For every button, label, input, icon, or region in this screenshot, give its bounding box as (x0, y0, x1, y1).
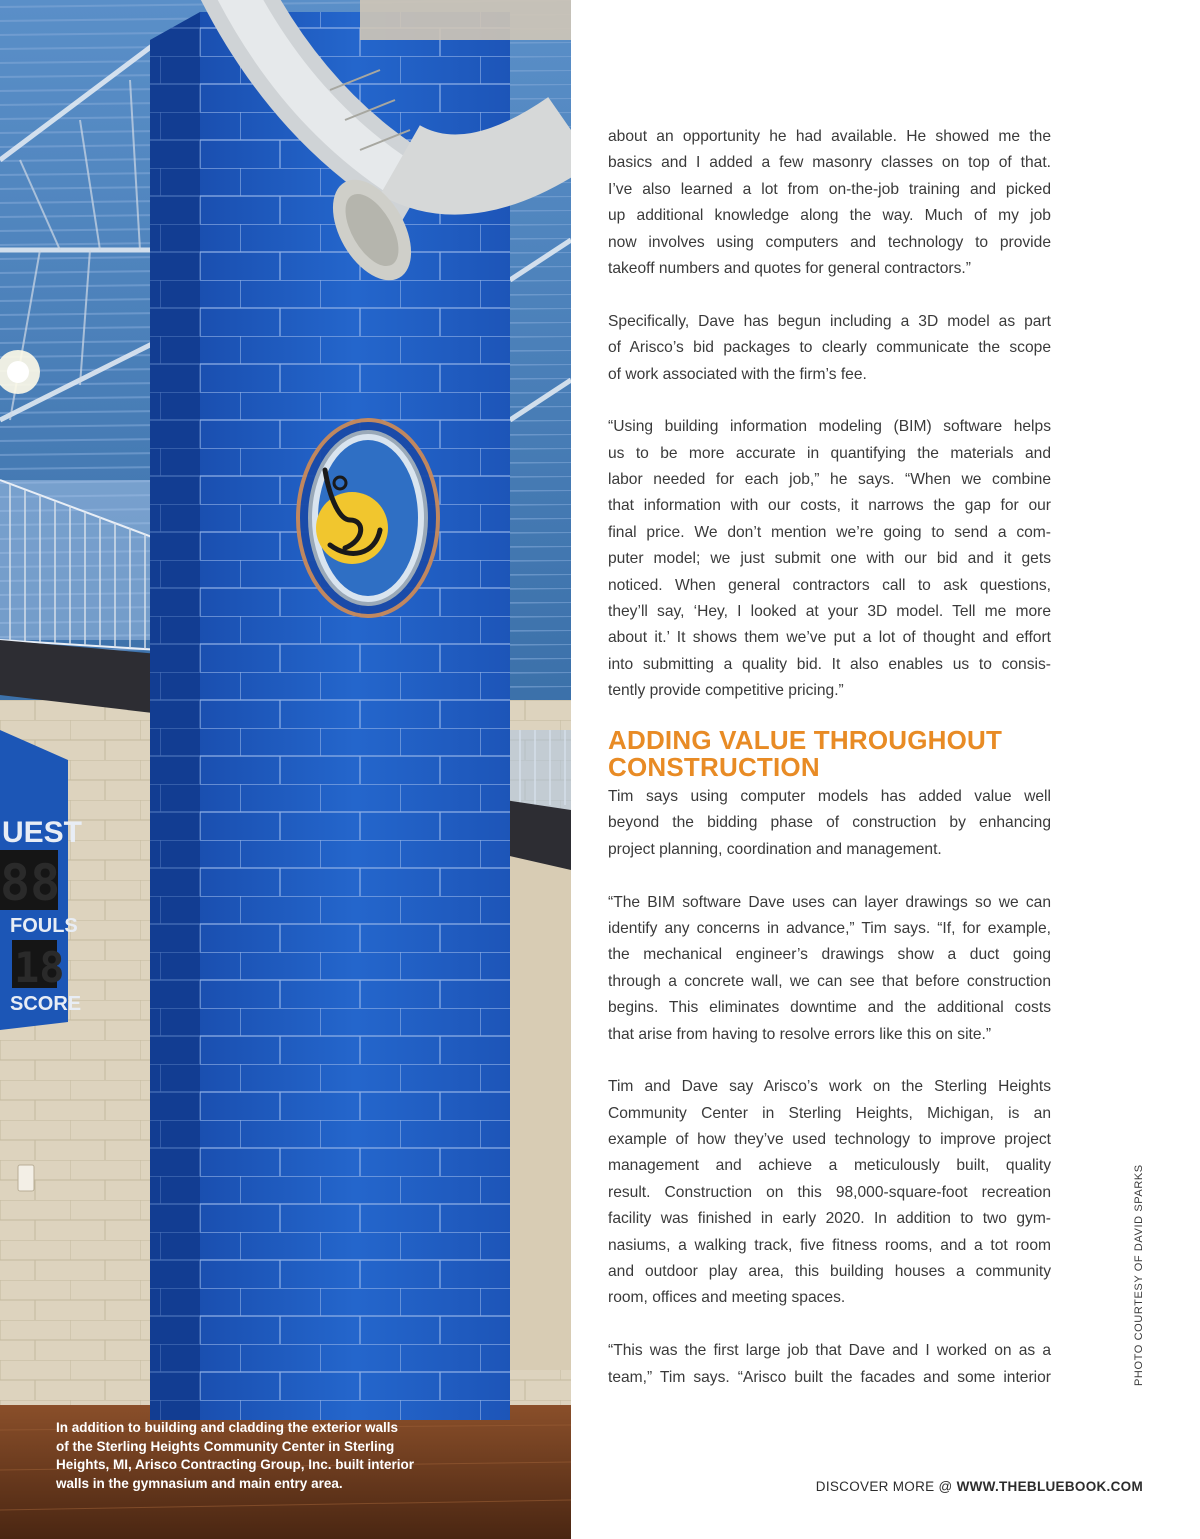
text-line: Tim and Dave say Arisco’s work on the Sterling Heights (608, 1078, 1051, 1096)
article-paragraph-5 (608, 890, 1051, 1048)
heading-line: CONSTRUCTION (608, 751, 820, 782)
text-line: the mechanical engineer’s drawings show a duct going (608, 946, 1051, 964)
text-line: I’ve also learned a lot from on-the-job training and picked (608, 180, 1051, 198)
text-line: labor needed for each job,” he says. “When we combine (608, 471, 1051, 489)
text-line: Tim says using computer models has added value well (608, 787, 1051, 805)
text-line: of Arisco’s bid packages to clearly communicate the scope (608, 339, 1051, 357)
caption-line: Heights, MI, Arisco Contracting Group, Inc. built interior (56, 1457, 415, 1472)
text-line: management and achieve a meticulously built, quality (608, 1157, 1051, 1175)
scoreboard-label-fouls: FOULS (10, 915, 78, 937)
text-line: they’ll say, ‘Hey, I looked at your 3D model. Tell me more (608, 603, 1051, 621)
text-line: about an opportunity he had available. He showed me the (608, 128, 1051, 145)
footer-discover-more (816, 1479, 1143, 1494)
text-line: beyond the bidding phase of construction by enhancing (608, 814, 1051, 832)
scoreboard-label-score: SCORE (10, 993, 82, 1015)
text-line: nasiums, a walking track, five fitness rooms, and a tot room (608, 1236, 1051, 1254)
text-line: that arise from having to resolve errors like this on site.” (608, 1025, 992, 1043)
scoreboard-label-guest: UEST (2, 816, 83, 849)
text-line: “Using building information modeling (BIM) software helps (608, 418, 1051, 436)
section-heading (608, 724, 1051, 782)
text-line: basics and I added a few masonry classes on top of that. (608, 154, 1051, 172)
text-line: of work associated with the firm’s fee. (608, 365, 867, 383)
text-line: room, offices and meeting spaces. (608, 1289, 846, 1307)
text-line: result. Construction on this 98,000-square-foot recreation (608, 1183, 1051, 1201)
scoreboard-fouls-count: 18 (14, 943, 65, 992)
text-line: puter model; we just submit one with our bid and it gets (608, 550, 1051, 568)
caption-line: walls in the gymnasium and main entry area. (56, 1475, 343, 1491)
text-line: about it.’ It shows them we’ve put a lot of thought and effort (608, 629, 1051, 647)
gymnasium-photo-illustration (0, 0, 571, 1539)
article-paragraph-3 (608, 414, 1051, 704)
article-paragraph-1 (608, 124, 1051, 282)
text-line: us to be more accurate in quantifying the materials and (608, 444, 1051, 462)
article-paragraph-2 (608, 309, 1051, 388)
article-paragraph-7 (608, 1338, 1051, 1391)
text-line: example of how they’ve used technology to improve project (608, 1131, 1051, 1149)
text-line: takeoff numbers and quotes for general contractors.” (608, 259, 971, 277)
text-line: now involves using computers and technology to provide (608, 233, 1051, 251)
text-line: facility was finished in early 2020. In addition to two gym- (608, 1210, 1051, 1228)
text-line: team,” Tim says. “Arisco built the facades and some interior (608, 1368, 1051, 1386)
text-line: “The BIM software Dave uses can layer drawings so we can (608, 893, 1051, 911)
text-line: Community Center in Sterling Heights, Michigan, is an (608, 1104, 1051, 1122)
photo-credit: PHOTO COURTESY OF DAVID SPARKS (1133, 1164, 1145, 1386)
article-body (608, 124, 1051, 1417)
article-paragraph-6 (608, 1074, 1051, 1312)
text-line: into submitting a quality bid. It also enables us to consis- (608, 655, 1051, 673)
text-line: begins. This eliminates downtime and the additional costs (608, 999, 1051, 1017)
text-line: identify any concerns in advance,” Tim says. “If, for example, (608, 919, 1051, 937)
text-line: and outdoor play area, this building houses a community (608, 1263, 1051, 1281)
article-paragraph-4 (608, 784, 1051, 863)
gymnasium-photo (0, 0, 571, 1539)
balcony-railing (0, 480, 170, 715)
text-line: Specifically, Dave has begun including a 3D model as part (608, 312, 1051, 330)
text-line: tently provide competitive pricing.” (608, 682, 844, 700)
scoreboard-guest-score: 88 (0, 854, 61, 912)
footer-prefix: DISCOVER MORE @ (815, 1479, 957, 1494)
caption-line: In addition to building and cladding the exterior walls (56, 1420, 399, 1435)
text-line: final price. We don’t mention we’re going to send a com- (608, 523, 1051, 541)
text-line: up additional knowledge along the way. Much of my job (608, 207, 1051, 225)
text-line: through a concrete wall, we can see that before construction (608, 972, 1051, 990)
text-line: “This was the first large job that Dave and I worked on as a (608, 1342, 1051, 1360)
footer-website-link[interactable]: WWW.THEBLUEBOOK.COM (956, 1479, 1143, 1494)
heading-line: ADDING VALUE THROUGHOUT (608, 724, 1003, 755)
text-line: project planning, coordination and management. (608, 840, 942, 858)
caption-line: of the Sterling Heights Community Center in Sterling (56, 1438, 395, 1454)
photo-caption (56, 1419, 456, 1493)
logo-window (298, 420, 438, 616)
text-line: noticed. When general contractors call to ask questions, (608, 576, 1051, 594)
blue-brick-column (150, 12, 510, 1420)
text-line: that information with our costs, it narrows the gap for our (608, 497, 1051, 515)
